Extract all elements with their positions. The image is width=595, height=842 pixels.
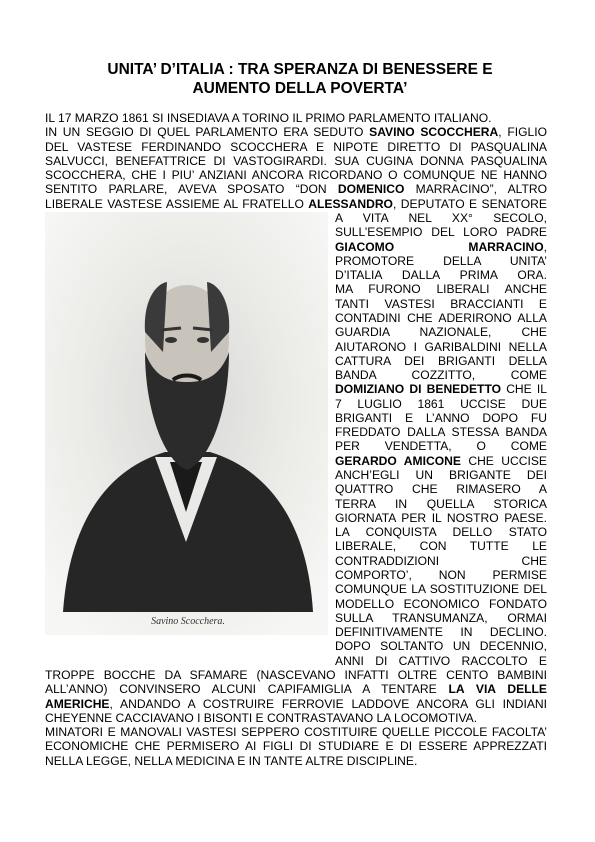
text-line bbox=[45, 140, 547, 154]
text-line bbox=[335, 425, 547, 439]
text-line bbox=[45, 168, 547, 182]
page-title bbox=[40, 60, 560, 98]
text-line bbox=[335, 625, 547, 639]
text-line bbox=[335, 582, 547, 596]
text-run: DEFINITIVAMENTE IN DECLINO. bbox=[335, 625, 547, 640]
text-line bbox=[335, 554, 547, 568]
text-run: MA FURONO LIBERALI ANCHE bbox=[335, 282, 547, 297]
text-line bbox=[335, 211, 547, 225]
text-line bbox=[335, 639, 547, 653]
text-line bbox=[45, 111, 547, 125]
text-line bbox=[335, 597, 547, 611]
text-run: IN UN SEGGIO DI QUEL PARLAMENTO ERA SEDUTO bbox=[45, 125, 370, 140]
text-line bbox=[335, 454, 547, 468]
text-line bbox=[45, 697, 547, 711]
text-run: , FIGLIO bbox=[498, 125, 547, 140]
text-line bbox=[335, 568, 547, 582]
text-run: GIORNATA PER IL NOSTRO PAESE. bbox=[335, 510, 547, 525]
text-line bbox=[45, 197, 547, 211]
title-line-2: AUMENTO DELLA POVERTA’ bbox=[192, 80, 408, 97]
bold-name: AMERICHE bbox=[45, 696, 110, 711]
text-run: AIUTARONO I GARIBALDINI NELLA bbox=[335, 339, 547, 354]
text-line bbox=[335, 240, 547, 254]
text-line bbox=[335, 539, 547, 553]
text-line bbox=[45, 739, 547, 753]
text-run: TERRA IN QUELLA STORICA bbox=[335, 496, 547, 511]
text-run: IL 17 MARZO 1861 SI INSEDIAVA A TORINO IL PRIMO PARLAMENTO ITALIANO. bbox=[45, 111, 492, 125]
bold-name: ALESSANDRO bbox=[308, 196, 393, 211]
text-line bbox=[335, 397, 547, 411]
text-run: NELLA LEGGE, NELLA MEDICINA E IN TANTE ALTRE DISCIPLINE. bbox=[45, 753, 418, 768]
text-run: PROMOTORE DELLA UNITA’ bbox=[335, 253, 547, 268]
text-line bbox=[335, 525, 547, 539]
text-run: ECONOMICHE CHE PERMISERO AI FIGLI DI STUDIARE E DI ESSERE APPREZZATI bbox=[45, 739, 547, 754]
text-line bbox=[335, 439, 547, 453]
text-line bbox=[45, 754, 547, 768]
text-line bbox=[335, 511, 547, 525]
text-run: CHE UCCISE bbox=[460, 453, 547, 468]
text-line bbox=[45, 711, 547, 725]
text-line bbox=[45, 668, 547, 682]
text-run: MINATORI E MANOVALI VASTESI SEPPERO COSTITUIRE QUELLE PICCOLE FACOLTA’ bbox=[45, 725, 547, 739]
text-line bbox=[335, 482, 547, 496]
text-run: SCOCCHERA, CHE I PIU’ ANZIANI ANCORA RICORDANO O COMUNQUE NE HANNO bbox=[45, 168, 547, 183]
text-run: LIBERALE VASTESE ASSIEME AL FRATELLO bbox=[45, 196, 309, 211]
text-run: , ANDANDO A COSTRUIRE FERROVIE LADDOVE ANCORA GLI INDIANI bbox=[109, 696, 547, 711]
text-line bbox=[335, 268, 547, 282]
text-run: DOPO SOLTANTO UN DECENNIO, bbox=[335, 639, 547, 654]
text-run: SALVUCCI, BENEFATTRICE DI VASTOGIRARDI. SUA CUGINA DONNA PASQUALINA bbox=[45, 153, 547, 168]
text-run: GUARDIA NAZIONALE, CHE bbox=[335, 325, 547, 340]
bold-name: LA VIA DELLE bbox=[448, 682, 547, 697]
text-run: CONTRADDIZIONI CHE bbox=[335, 553, 547, 568]
text-run: TANTI VASTESI BRACCIANTI E bbox=[335, 296, 547, 311]
text-line bbox=[45, 182, 547, 196]
text-run: MODELLO ECONOMICO FONDATO bbox=[335, 596, 547, 611]
text-run: CATTURA DEI BRIGANTI DELLA bbox=[335, 353, 547, 368]
text-run: CHE IL bbox=[501, 382, 547, 397]
text-run: SULL’ESEMPIO DEL LORO PADRE bbox=[335, 225, 547, 240]
bold-name: GIACOMO MARRACINO bbox=[335, 239, 544, 254]
text-run: TROPPE BOCCHE DA SFAMARE (NASCEVANO INFATTI OLTRE CENTO BAMBINI bbox=[45, 667, 547, 682]
text-run: CHEYENNE CACCIAVANO I BISONTI E CONTRASTAVANO LA LOCOMOTIVA. bbox=[45, 710, 478, 725]
text-line bbox=[335, 497, 547, 511]
text-run: COMPORTO’, NON PERMISE bbox=[335, 568, 547, 582]
text-run: BANDA COZZITTO, COME bbox=[335, 368, 547, 382]
text-run: CONTADINI CHE ADERIRONO ALLA bbox=[335, 310, 547, 325]
text-line bbox=[335, 297, 547, 311]
portrait-image bbox=[45, 212, 328, 635]
text-run: A VITA NEL XX° SECOLO, bbox=[335, 211, 547, 225]
text-run: , bbox=[543, 239, 547, 254]
text-line bbox=[335, 254, 547, 268]
title-line-1: UNITA’ D’ITALIA : TRA SPERANZA DI BENESSERE E bbox=[107, 61, 493, 78]
text-run: ALL’ANNO) CONVINSERO ALCUNI CAPIFAMIGLIA A TENTARE bbox=[45, 682, 449, 697]
text-run: LA CONQUISTA DELLO STATO bbox=[335, 525, 547, 540]
text-run: FREDDATO DALLA STESSA BANDA bbox=[335, 425, 547, 440]
text-run: 7 LUGLIO 1861 UCCISE DUE bbox=[335, 396, 547, 411]
bold-name: GERARDO AMICONE bbox=[335, 453, 461, 468]
bold-name: DOMIZIANO DI BENEDETTO bbox=[335, 382, 502, 397]
text-run: BRIGANTI E L’ANNO DOPO FU bbox=[335, 410, 547, 425]
text-line bbox=[45, 154, 547, 168]
text-run: QUATTRO CHE RIMASERO A bbox=[335, 482, 547, 497]
text-line bbox=[335, 468, 547, 482]
text-run: ANNI DI CATTIVO RACCOLTO E bbox=[335, 653, 547, 668]
text-run: DEL VASTESE FERDINANDO SCOCCHERA E NIPOTE DIRETTO DI PASQUALINA bbox=[45, 139, 547, 154]
text-line bbox=[335, 311, 547, 325]
text-run: ANCH’EGLI UN BRIGANTE DEI bbox=[335, 468, 547, 482]
text-line bbox=[335, 368, 547, 382]
text-line bbox=[335, 225, 547, 239]
text-run: LIBERALE, CON TUTTE LE bbox=[335, 539, 547, 554]
text-line bbox=[335, 654, 547, 668]
text-run: SENTITO PARLARE, AVEVA SPOSATO “DON bbox=[45, 182, 338, 197]
text-line bbox=[45, 125, 547, 139]
text-run: D’ITALIA DALLA PRIMA ORA. bbox=[335, 268, 547, 283]
text-line bbox=[45, 725, 547, 739]
bold-name: DOMENICO bbox=[337, 182, 405, 197]
text-line bbox=[335, 325, 547, 339]
text-run: SULLA TRANSUMANZA, ORMAI bbox=[335, 610, 547, 625]
text-line bbox=[335, 340, 547, 354]
text-line bbox=[335, 411, 547, 425]
text-run: PER VENDETTA, O COME bbox=[335, 439, 547, 454]
text-line bbox=[45, 682, 547, 696]
text-line bbox=[335, 354, 547, 368]
text-line bbox=[335, 611, 547, 625]
text-run: , DEPUTATO E SENATORE bbox=[392, 196, 547, 211]
portrait-caption: Savino Scocchera. bbox=[151, 616, 225, 627]
text-line bbox=[335, 382, 547, 396]
text-run: MARRACINO”, ALTRO bbox=[404, 182, 547, 197]
bold-name: SAVINO SCOCCHERA bbox=[369, 125, 499, 140]
text-run: COMUNQUE LA SOSTITUZIONE DEL bbox=[335, 582, 547, 597]
text-line bbox=[335, 282, 547, 296]
